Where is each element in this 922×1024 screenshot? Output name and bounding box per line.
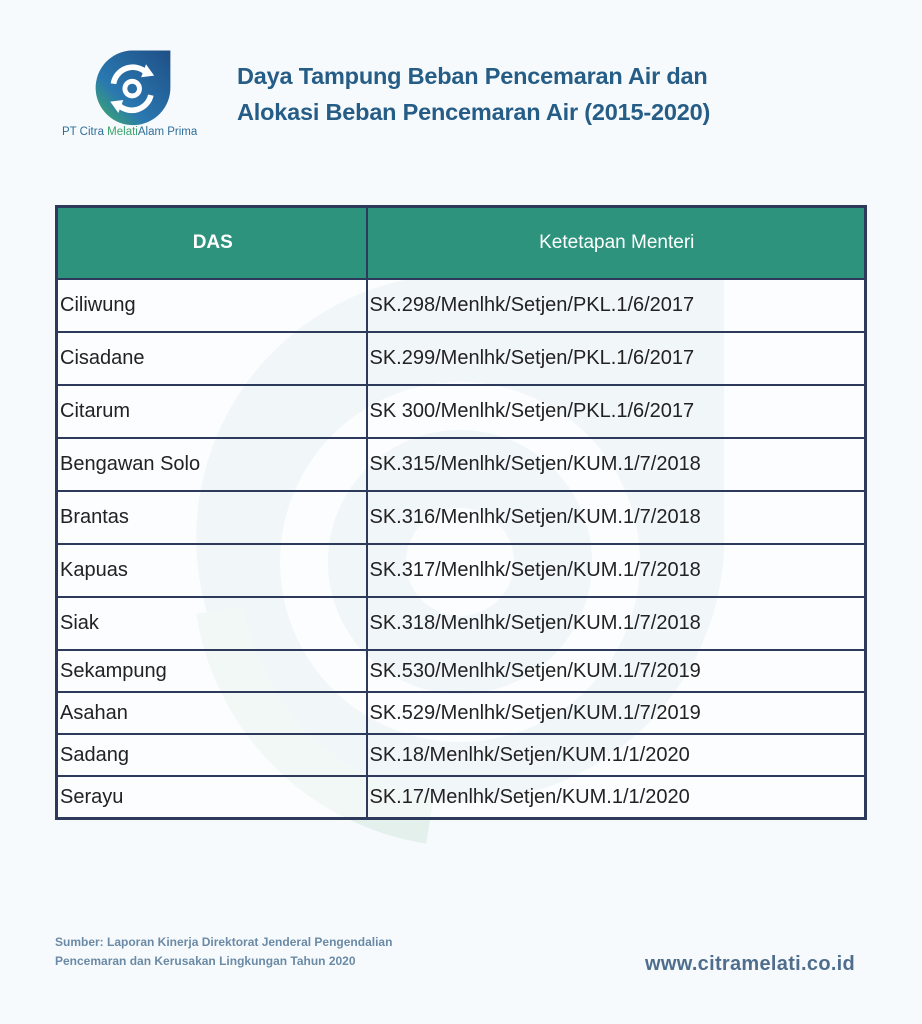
table-row — [57, 385, 866, 438]
ketetapan-cell: SK.18/Menlhk/Setjen/KUM.1/1/2020 — [367, 734, 866, 776]
das-cell: Sadang — [57, 734, 367, 776]
das-cell: Brantas — [57, 491, 367, 544]
table-row — [57, 544, 866, 597]
das-cell: Sekampung — [57, 650, 367, 692]
title-line-1: Daya Tampung Beban Pencemaran Air dan — [237, 63, 708, 89]
ketetapan-cell: SK.317/Menlhk/Setjen/KUM.1/7/2018 — [367, 544, 866, 597]
ketetapan-cell: SK.315/Menlhk/Setjen/KUM.1/7/2018 — [367, 438, 866, 491]
ketetapan-cell: SK 300/Menlhk/Setjen/PKL.1/6/2017 — [367, 385, 866, 438]
website-url: www.citramelati.co.id — [645, 953, 856, 975]
das-cell: Serayu — [57, 776, 367, 819]
header-ketetapan-menteri: Ketetapan Menteri — [367, 207, 866, 280]
source-line-1: Sumber: Laporan Kinerja Direktorat Jenderal Pengendalian — [55, 935, 393, 949]
ketetapan-cell: SK.316/Menlhk/Setjen/KUM.1/7/2018 — [367, 491, 866, 544]
das-cell: Siak — [57, 597, 367, 650]
table-row — [57, 332, 866, 385]
ketetapan-cell: SK.298/Menlhk/Setjen/PKL.1/6/2017 — [367, 279, 866, 332]
das-cell: Ciliwung — [57, 279, 367, 332]
table-row — [57, 734, 866, 776]
das-cell: Bengawan Solo — [57, 438, 367, 491]
table-row — [57, 438, 866, 491]
das-cell: Kapuas — [57, 544, 367, 597]
ketetapan-cell: SK.17/Menlhk/Setjen/KUM.1/1/2020 — [367, 776, 866, 819]
company-name: PT Citra MelatiAlam Prima — [62, 126, 198, 138]
table-row — [57, 491, 866, 544]
das-regulation-table — [55, 205, 867, 820]
table-row — [57, 279, 866, 332]
source-line-2: Pencemaran dan Kerusakan Lingkungan Tahun 2020 — [55, 954, 356, 968]
page-title — [237, 58, 710, 130]
das-cell: Citarum — [57, 385, 367, 438]
table-row — [57, 776, 866, 819]
header-das: DAS — [57, 207, 367, 280]
company-logo-icon — [92, 48, 174, 126]
das-cell: Cisadane — [57, 332, 367, 385]
ketetapan-cell: SK.299/Menlhk/Setjen/PKL.1/6/2017 — [367, 332, 866, 385]
source-citation — [55, 933, 392, 971]
table-row — [57, 692, 866, 734]
table-row — [57, 650, 866, 692]
ketetapan-cell: SK.529/Menlhk/Setjen/KUM.1/7/2019 — [367, 692, 866, 734]
table-header-row — [57, 207, 866, 280]
title-line-2: Alokasi Beban Pencemaran Air (2015-2020) — [237, 99, 711, 125]
ketetapan-cell: SK.530/Menlhk/Setjen/KUM.1/7/2019 — [367, 650, 866, 692]
ketetapan-cell: SK.318/Menlhk/Setjen/KUM.1/7/2018 — [367, 597, 866, 650]
das-cell: Asahan — [57, 692, 367, 734]
table-row — [57, 597, 866, 650]
